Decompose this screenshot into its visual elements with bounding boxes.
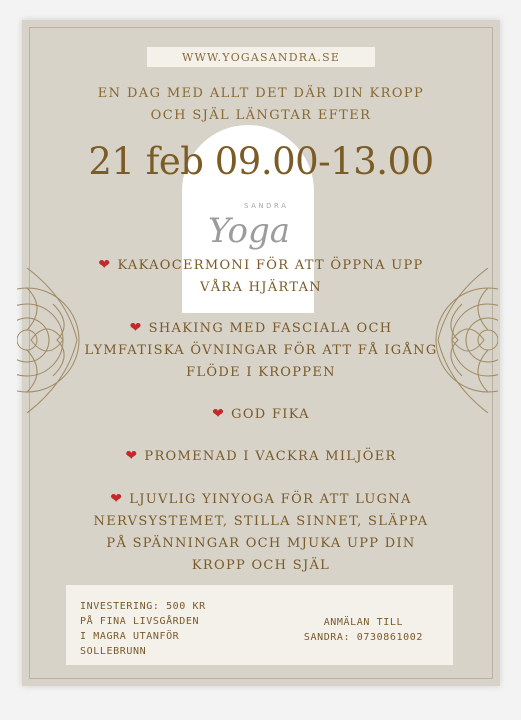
- list-item: [82, 254, 440, 299]
- heart-icon: ❤: [125, 448, 139, 464]
- yoga-sandra-logo: [202, 192, 312, 254]
- list-item-text: LJUVLIG YINYOGA FÖR ATT LUGNA NERVSYSTEMET, STILLA SINNET, SLÄPPA PÅ SPÄNNINGAR OCH MJUKA UPP DIN KROPP OCH SJÄL: [93, 492, 429, 573]
- list-item-text: GOD FIKA: [231, 407, 310, 422]
- mandala-icon: [17, 268, 89, 413]
- heart-icon: ❤: [212, 406, 226, 422]
- list-item: [82, 488, 440, 577]
- heart-icon: ❤: [110, 491, 124, 507]
- registration-contact-text[interactable]: ANMÄLAN TILL SANDRA: 0730861002: [303, 617, 423, 643]
- list-item: [82, 445, 440, 468]
- price-location-text: INVESTERING: 500 KR PÅ FINA LIVSGÅRDEN I MAGRA UTANFÖR SOLLEBRUNN: [80, 601, 206, 657]
- list-item-text: KAKAOCERMONI FÖR ATT ÖPPNA UPP VÅRA HJÄRTAN: [117, 258, 424, 295]
- event-date-time: 21 feb 09.00-13.00: [88, 140, 434, 183]
- list-item: [82, 317, 440, 384]
- info-box: [66, 585, 453, 665]
- list-item: [82, 403, 440, 426]
- tagline: [22, 83, 500, 127]
- heart-icon: ❤: [129, 320, 143, 336]
- list-item-text: PROMENAD I VACKRA MILJÖER: [144, 449, 397, 464]
- heart-icon: ❤: [98, 257, 112, 273]
- website-label[interactable]: WWW.YOGASANDRA.SE: [147, 47, 375, 67]
- event-poster: [22, 20, 500, 686]
- tagline-text: EN DAG MED ALLT DET DÄR DIN KROPP OCH SJÄL LÄNGTAR EFTER: [97, 86, 425, 123]
- logo-main-text: Yoga: [208, 211, 290, 251]
- list-item-text: SHAKING MED FASCIALA OCH LYMFATISKA ÖVNINGAR FÖR ATT FÅ IGÅNG FLÖDE I KROPPEN: [84, 321, 438, 380]
- logo-sub-text: SANDRA: [244, 202, 289, 210]
